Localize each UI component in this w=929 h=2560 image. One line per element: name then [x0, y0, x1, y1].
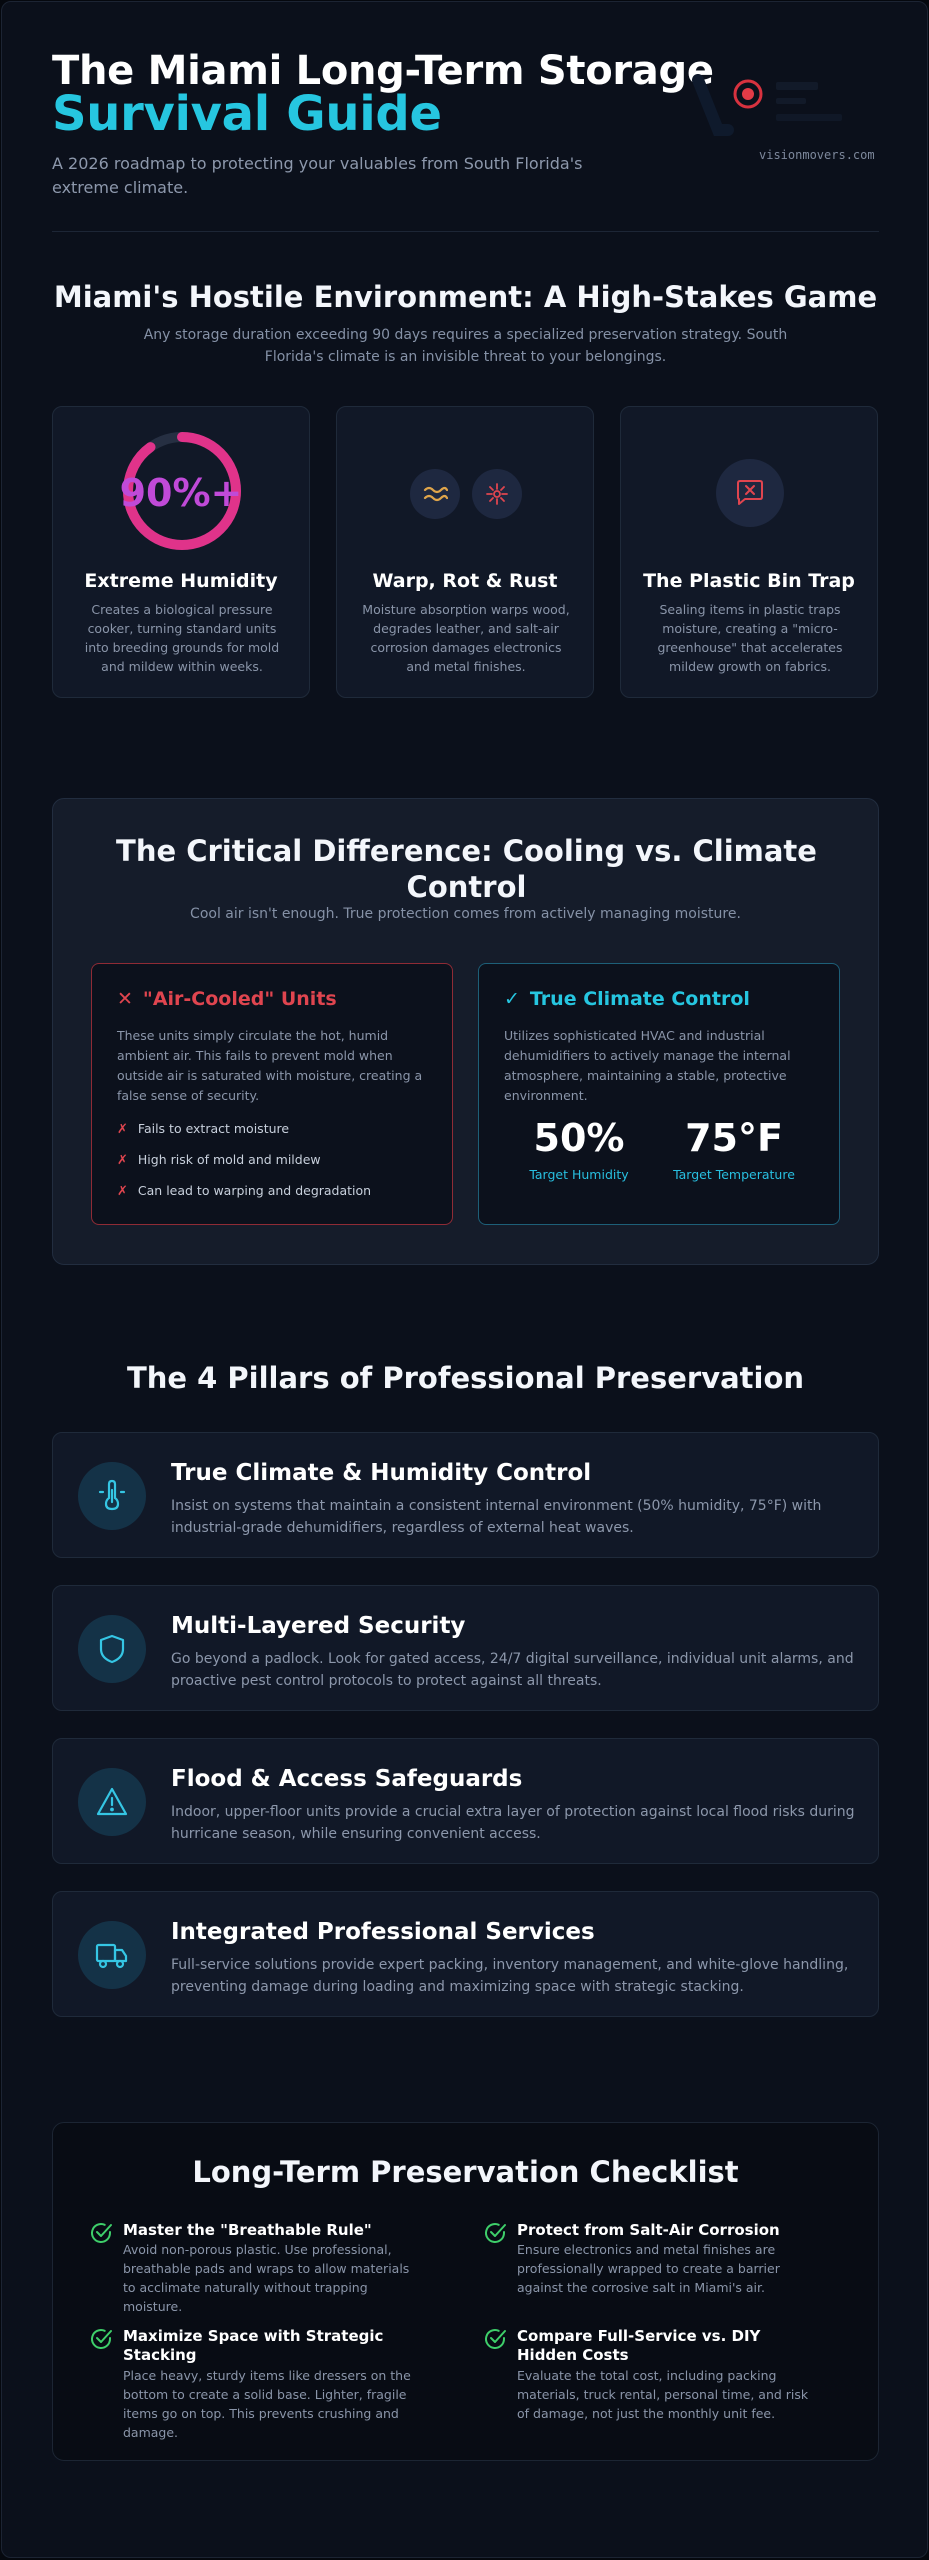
air-cooled-desc: These units simply circulate the hot, humid ambient air. This fails to prevent mold when outside air is saturated with moisture, creating a false sense of security. [117, 1028, 423, 1103]
env-card-title: The Plastic Bin Trap [643, 570, 855, 592]
pillar-desc: Indoor, upper-floor units provide a crucial extra layer of protection against local flood risks during hurricane season, while ensuring convenient access. [171, 1804, 855, 1842]
pillar-title: Flood & Access Safeguards [171, 1766, 523, 1792]
page-subtitle: A 2026 roadmap to protecting your valuables from South Florida's extreme climate. [52, 154, 583, 197]
wave-icon [410, 469, 460, 519]
checklist-item-desc: Ensure electronics and metal finishes are professionally wrapped to create a barrier against the corrosive salt in Miami's air. [517, 2242, 780, 2295]
env-card-humidity [52, 406, 310, 698]
environment-subtitle: Any storage duration exceeding 90 days requires a specialized preservation strategy. South Florida's climate is an invisible threat to your belongings. [143, 327, 788, 365]
pillar-security [52, 1585, 879, 1711]
thermometer-icon [78, 1462, 146, 1530]
x-mark-icon: ✗ [117, 1122, 128, 1137]
air-cooled-heading-label: "Air-Cooled" Units [142, 988, 337, 1010]
air-cooled-item-text: High risk of mold and mildew [137, 1152, 321, 1167]
pillar-desc: Insist on systems that maintain a consistent internal environment (50% humidity, 75°F) with industrial-grade dehumidifiers, regardless of external heat waves. [171, 1498, 822, 1536]
env-card-desc: Sealing items in plastic traps moisture, creating a "micro-greenhouse" that accelerates mildew growth on fabrics. [657, 602, 843, 674]
env-card-desc: Moisture absorption warps wood, degrades leather, and salt-air corrosion damages electronics and metal finishes. [362, 602, 570, 674]
pillar-desc: Full-service solutions provide expert packing, inventory management, and white-glove handling, preventing damage during loading and maximizing space with strategic stacking. [171, 1957, 849, 1995]
checklist-item-title: Master the "Breathable Rule" [123, 2221, 372, 2239]
pillar-title: True Climate & Humidity Control [171, 1460, 592, 1486]
warning-icon [78, 1768, 146, 1836]
target-humidity-value: 50% [533, 1116, 625, 1160]
checklist-item-desc: Place heavy, sturdy items like dressers on the bottom to create a solid base. Lighter, fragile items go on top. This prevents crushing and damage. [123, 2368, 411, 2440]
climate-heading [504, 988, 750, 1010]
env-card-desc: Creates a biological pressure cooker, turning standard units into breeding grounds for mold and mildew within weeks. [84, 602, 280, 674]
header-divider [52, 231, 879, 232]
checklist-item-title: Compare Full-Service vs. DIY Hidden Costs [517, 2327, 761, 2364]
air-cooled-heading [117, 988, 337, 1010]
difference-subtitle: Cool air isn't enough. True protection comes from actively managing moisture. [190, 906, 741, 922]
air-cooled-item [117, 1183, 371, 1199]
shield-icon [78, 1615, 146, 1683]
brand-logo [692, 74, 882, 144]
checklist-item-title: Maximize Space with Strategic Stacking [123, 2327, 384, 2364]
page-title-line1: The Miami Long-Term Storage [52, 48, 714, 94]
target-humidity-label: Target Humidity [529, 1167, 629, 1182]
air-cooled-item-text: Can lead to warping and degradation [137, 1183, 372, 1198]
env-card-warp [336, 406, 594, 698]
checklist-item-desc: Avoid non-porous plastic. Use professional, breathable pads and wraps to allow materials to acclimate naturally without trapping moisture. [123, 2242, 410, 2314]
air-cooled-item [117, 1152, 321, 1168]
difference-title: The Critical Difference: Cooling vs. Climate Control [116, 834, 817, 904]
target-temperature-label: Target Temperature [673, 1167, 795, 1182]
x-icon: ✕ [117, 988, 133, 1010]
checklist-item-title: Protect from Salt-Air Corrosion [517, 2221, 780, 2239]
check-circle-icon [483, 2221, 507, 2245]
environment-title: Miami's Hostile Environment: A High-Stakes Game [53, 280, 878, 314]
brand-url: visionmovers.com [759, 148, 875, 162]
x-mark-icon: ✗ [117, 1153, 128, 1168]
check-circle-icon [89, 2327, 113, 2351]
checklist-title: Long-Term Preservation Checklist [192, 2155, 739, 2189]
climate-heading-label: True Climate Control [529, 988, 750, 1010]
climate-desc: Utilizes sophisticated HVAC and industrial dehumidifiers to actively manage the internal atmosphere, maintaining a stable, protective environment. [504, 1028, 791, 1103]
target-temperature-value: 75°F [685, 1116, 783, 1160]
climate-control-box [478, 963, 840, 1225]
pillar-climate [52, 1432, 879, 1558]
pillar-desc: Go beyond a padlock. Look for gated access, 24/7 digital surveillance, individual unit alarms, and proactive pest control protocols to protect against all threats. [171, 1651, 854, 1689]
pillar-flood [52, 1738, 879, 1864]
env-card-title: Warp, Rot & Rust [372, 570, 558, 592]
infographic-page [1, 1, 928, 2558]
env-card-plastic [620, 406, 878, 698]
air-cooled-box [91, 963, 453, 1225]
humidity-stat: 90%+ [119, 471, 243, 515]
difference-panel [52, 798, 879, 1265]
chat-x-icon [716, 459, 784, 527]
env-card-title: Extreme Humidity [84, 570, 278, 592]
brand-logo-mark [692, 74, 882, 144]
pillar-title: Integrated Professional Services [171, 1919, 595, 1945]
check-circle-icon [89, 2221, 113, 2245]
pillars-title: The 4 Pillars of Professional Preservation [126, 1361, 805, 1395]
x-mark-icon: ✗ [117, 1184, 128, 1199]
burst-icon [472, 469, 522, 519]
air-cooled-item-text: Fails to extract moisture [137, 1121, 290, 1136]
truck-icon [78, 1921, 146, 1989]
checklist-panel [52, 2122, 879, 2461]
page-title-line2: Survival Guide [52, 86, 442, 142]
pillar-title: Multi-Layered Security [171, 1613, 466, 1639]
check-icon: ✓ [504, 988, 520, 1010]
air-cooled-item [117, 1121, 289, 1137]
pillar-services [52, 1891, 879, 2017]
checklist-item-desc: Evaluate the total cost, including packing materials, truck rental, personal time, and risk of damage, not just the monthly unit fee. [517, 2368, 809, 2421]
check-circle-icon [483, 2327, 507, 2351]
